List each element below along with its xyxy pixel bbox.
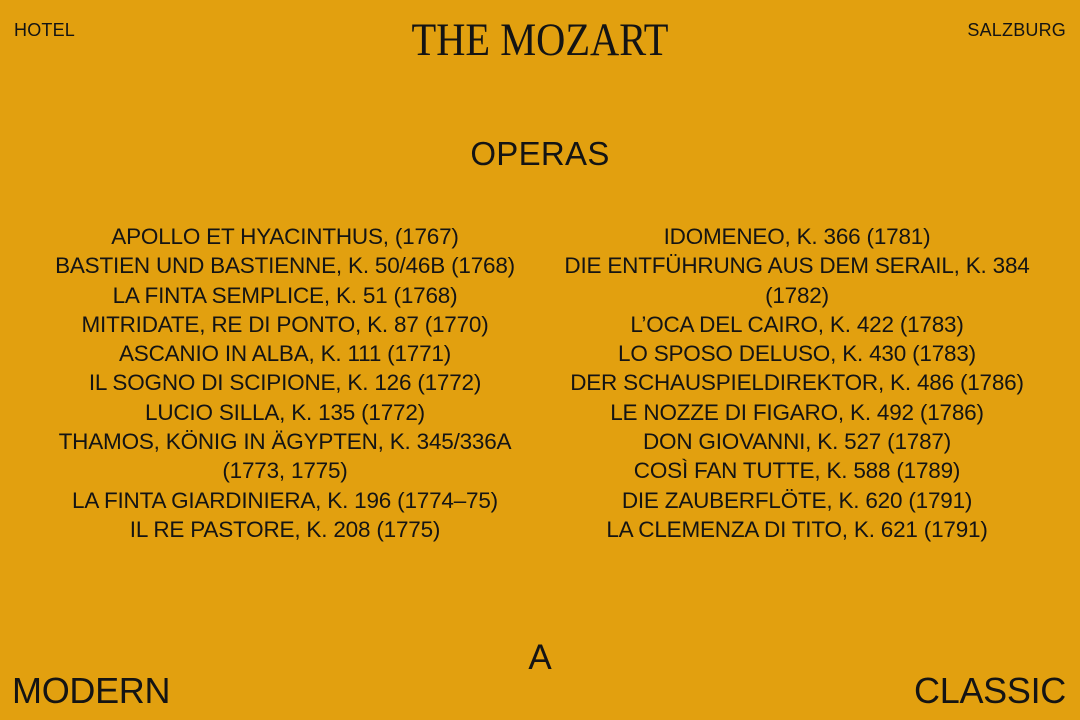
- salzburg-nav-link[interactable]: SALZBURG: [967, 20, 1066, 40]
- opera-item: IL RE PASTORE, K. 208 (1775): [129, 516, 441, 542]
- opera-item: APOLLO ET HYACINTHUS, (1767): [111, 224, 459, 249]
- opera-item: DER SCHAUSPIELDIREKTOR, K. 486 (1786): [570, 370, 1024, 396]
- opera-item: BASTIEN UND BASTIENNE, K. 50/46B (1768): [55, 253, 515, 279]
- opera-item: LA CLEMENZA DI TITO, K. 621 (1791): [606, 516, 988, 542]
- tagline-word-classic: CLASSIC: [914, 670, 1066, 711]
- tagline-word-a: A: [528, 638, 552, 677]
- opera-item: DIE ZAUBERFLÖTE, K. 620 (1791): [621, 487, 973, 513]
- opera-item: COSÌ FAN TUTTE, K. 588 (1789): [633, 458, 961, 484]
- opera-item: ASCANIO IN ALBA, K. 111 (1771): [118, 341, 452, 367]
- operas-list-left: [48, 222, 522, 544]
- opera-item: LA FINTA GIARDINIERA, K. 196 (1774–75): [72, 487, 498, 513]
- opera-item: THAMOS, KÖNIG IN ÄGYPTEN, K. 345/336A (1773, 1775): [58, 429, 512, 484]
- opera-item: LO SPOSO DELUSO, K. 430 (1783): [618, 341, 976, 367]
- opera-item: LE NOZZE DI FIGARO, K. 492 (1786): [610, 399, 984, 425]
- site-logo[interactable]: THE MOZART: [411, 14, 669, 66]
- opera-item: MITRIDATE, RE DI PONTO, K. 87 (1770): [81, 311, 489, 337]
- opera-item: LUCIO SILLA, K. 135 (1772): [145, 399, 425, 425]
- opera-item: DIE ENTFÜHRUNG AUS DEM SERAIL, K. 384 (1782): [564, 253, 1030, 308]
- opera-item: DON GIOVANNI, K. 527 (1787): [642, 429, 952, 455]
- opera-item: IDOMENEO, K. 366 (1781): [663, 224, 931, 249]
- opera-item: IL SOGNO DI SCIPIONE, K. 126 (1772): [88, 370, 482, 396]
- tagline-word-modern: MODERN: [12, 670, 171, 711]
- section-title: OPERAS: [470, 135, 610, 172]
- opera-item: LA FINTA SEMPLICE, K. 51 (1768): [112, 282, 458, 308]
- opera-item: L’OCA DEL CAIRO, K. 422 (1783): [630, 311, 964, 337]
- hotel-nav-link[interactable]: HOTEL: [14, 20, 76, 40]
- operas-list-right: [558, 222, 1036, 544]
